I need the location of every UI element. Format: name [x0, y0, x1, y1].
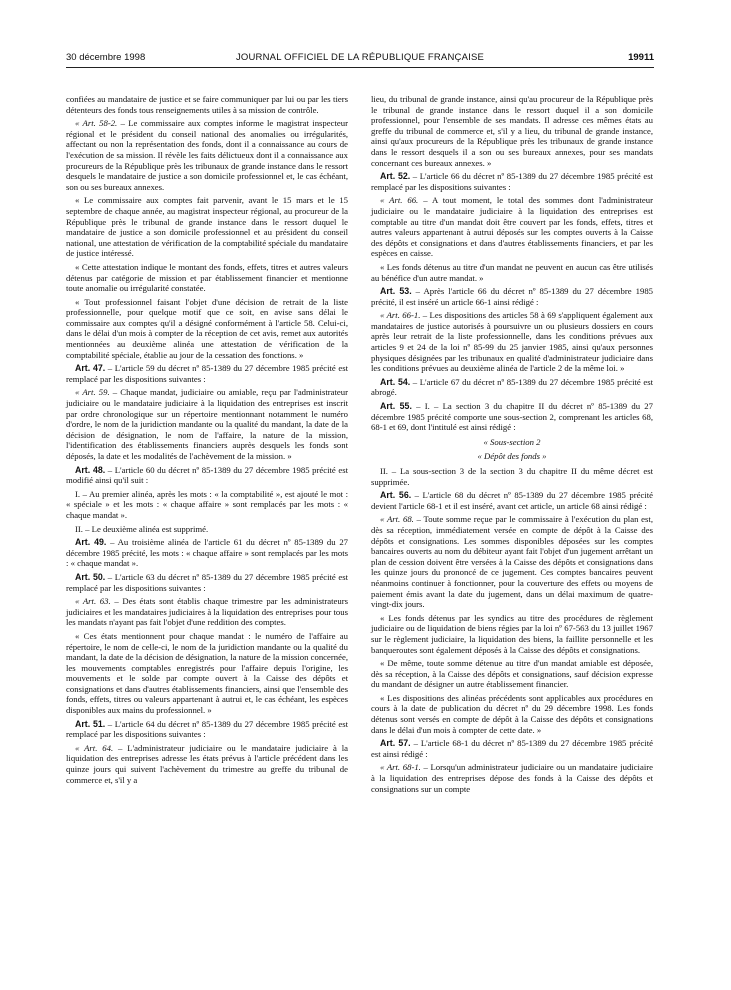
header-date: 30 décembre 1998: [66, 52, 146, 63]
paragraph: lieu, du tribunal de grande instance, ainsi qu'au procureur de la République près le tribunal de grande instance dans le ressort duquel il a son domicile professionnel, pour l'ensemble de ses mandats. Il adresse ces mêmes états au greffe du tribunal de commerce et, s'il y a lieu, du tribunal de grande instance, ainsi qu'aux procureurs de la République près les tribunaux de grande instance dans le ressort desquels il a son ou ses bureaux annexes, pour ses mandats concernant ces bureaux annexes. »: [371, 94, 653, 168]
header-rule: [66, 67, 654, 68]
page-header: [66, 52, 654, 66]
article-ref: « Art. 64.: [75, 742, 114, 753]
article-ref: « Art. 59.: [75, 387, 110, 398]
article-ref: « Art. 68-1.: [380, 762, 421, 773]
article-label: Art. 47.: [75, 363, 106, 374]
paragraph: « Art. 66. – A tout moment, le total des sommes dont l'administrateur judiciaire ou le mandataire judiciaire à la liquidation des entreprises est comptable au titre d'un mandat doit être couvert par les fonds, effets, titres et autres valeurs appartenant à autrui déposés sur les comptes ouverts à la Caisse des dépôts et consignations et dans d'autres établissements financiers, et par les espèces en caisse.: [371, 195, 653, 259]
paragraph: II. – La sous-section 3 de la section 3 du chapitre II du même décret est supprimée.: [371, 466, 653, 487]
article-paragraph: Art. 52. – L'article 66 du décret nº 85-1389 du 27 décembre 1985 précité est remplacé par les dispositions suivantes :: [371, 171, 653, 192]
article-paragraph: Art. 47. – L'article 59 du décret nº 85-1389 du 27 décembre 1985 précité est remplacé par les dispositions suivantes :: [66, 363, 348, 384]
paragraph: « Le commissaire aux comptes fait parvenir, avant le 15 mars et le 15 septembre de chaque année, au magistrat inspecteur régional, au procureur de la République près le tribunal de grande instance dans le ressort duquel le mandataire de justice a son domicile professionnel et au président du conseil national, une attestation de vérification de la comptabilité spéciale du mandataire de justice intéressé.: [66, 195, 348, 259]
paragraph: « Tout professionnel faisant l'objet d'une décision de retrait de la liste professionnelle, pour quelque motif que ce soit, en avise sans délai le commissaire aux comptes qu'il a désigné conformément à l'article 58. Celui-ci, dans le délai d'un mois à compter de la réception de cet avis, remet aux autorités mentionnées au deuxième alinéa une attestation de vérification de la comptabilité spéciale, établie au jour de la cessation des fonctions. »: [66, 296, 348, 360]
header-journal-title: JOURNAL OFFICIEL DE LA RÉPUBLIQUE FRANÇAISE: [235, 52, 485, 63]
article-ref: « Art. 58-2.: [75, 118, 118, 129]
paragraph: II. – Le deuxième alinéa est supprimé.: [75, 523, 209, 534]
article-ref: « Art. 66-1.: [380, 310, 421, 321]
paragraph: I. – Au premier alinéa, après les mots : « la comptabilité », est ajouté le mot : « spéciale » et les mots : « chaque affaire » sont remplacés par les mots : « chaque mandat ».: [66, 488, 348, 520]
article-label: Art. 56.: [380, 490, 412, 501]
article-paragraph: Art. 49. – Au troisième alinéa de l'article 61 du décret nº 85-1389 du 27 décembre 1985 précité, les mots : « chaque affaire » sont remplacés par les mots : « chaque mandat ».: [66, 537, 349, 569]
paragraph: « Art. 59. – Chaque mandat, judiciaire ou amiable, reçu par l'administrateur judiciaire ou le mandataire judiciaire à la liquidation des entreprises est inscrit par ordre chronologique sur un répertoire mentionnant notamment le numéro d'ordre, le nom de la juridiction mandante ou la qualité du mandant, la date de la décision de désignation, le nom de l'affaire, la nature de la mission, l'identification des établissements financiers auprès desquels les fonds sont déposés, la date et les modalités de l'achèvement de la mission. »: [66, 387, 349, 461]
article-paragraph: Art. 54. – L'article 67 du décret nº 85-1389 du 27 décembre 1985 précité est abrogé.: [371, 376, 653, 398]
article-paragraph: Art. 50. – L'article 63 du décret nº 85-1389 du 27 décembre 1985 précité est remplacé par les dispositions suivantes :: [66, 571, 348, 593]
article-ref: « Art. 63.: [75, 596, 111, 607]
paragraph: « Art. 58-2. – Le commissaire aux comptes informe le magistrat inspecteur régional et le président du conseil national des anomalies ou irrégularités, affectant ou non la représentation des fonds, dont il a connaissance au cours de l'exécution de sa mission. Il révèle les faits délictueux dont il a connaissance aux procureurs de la République près les tribunaux de grande instance dans le ressort desquels le mandataire de justice a son domicile professionnel et, le cas échéant, son ou ses bureaux annexes.: [66, 118, 348, 192]
paragraph: « Cette attestation indique le montant des fonds, effets, titres et autres valeurs détenus par catégorie de mission et par établissement financier et mentionne toute anomalie ou irrégularité constatée.: [66, 261, 348, 294]
article-label: Art. 55.: [380, 401, 412, 412]
paragraph: « Les dispositions des alinéas précédents sont applicables aux procédures en cours à la date de publication du décret nº du 29 décembre 1998. Les fonds détenus sont versés en compte de dépôt à la Caisse des dépôts et consignations dans le délai d'un mois à compter de cette date. »: [371, 692, 653, 735]
article-paragraph: Art. 53. – Après l'article 66 du décret nº 85-1389 du 27 décembre 1985 précité, il est inséré un article 66-1 ainsi rédigé :: [371, 286, 654, 307]
article-label: Art. 51.: [75, 718, 106, 729]
subsection-heading: « Sous-section 2: [483, 436, 541, 447]
paragraph: « Les fonds détenus par les syndics au titre des procédures de règlement judiciaire ou de liquidation de biens régies par la loi nº 67-563 du 13 juillet 1967 sur le règlement judiciaire, la liquidation des biens, la faillite personnelle et les banqueroutes sont également déposés à la Caisse des dépôts et consignations.: [371, 612, 653, 655]
paragraph: « Art. 63. – Des états sont établis chaque trimestre par les administrateurs judiciaires et les mandataires judiciaires à la liquidation des entreprises pour tous les mandats n'ayant pas fait l'objet d'une reddition des comptes.: [66, 596, 348, 628]
article-label: Art. 52.: [380, 171, 411, 182]
article-label: Art. 54.: [380, 376, 411, 387]
article-ref: « Art. 66.: [380, 195, 419, 206]
article-label: Art. 57.: [380, 738, 411, 749]
paragraph: « Art. 68-1. – Lorsqu'un administrateur judiciaire ou un mandataire judiciaire à la liquidation des entreprises dépose des fonds à la Caisse des dépôts et consignations sur un compte: [371, 762, 653, 794]
article-label: Art. 48.: [75, 464, 106, 475]
paragraph: confiées au mandataire de justice et se faire communiquer par lui ou par les tiers détenteurs des fonds tous renseignements utiles à sa mission de contrôle.: [66, 94, 348, 115]
paragraph: « Art. 66-1. – Les dispositions des articles 58 à 69 s'appliquent également aux mandataires de justice autorisés à poursuivre un ou plusieurs dossiers en cours après leur retrait de la liste professionnelle, dans les conditions prévues aux articles 9 et 24 de la loi nº 85-99 du 25 janvier 1985, ainsi qu'aux personnes physiques désignées par les tribunaux en qualité d'administrateur judiciaire dans les conditions prévues au deuxième alinéa de l'article 2 de la même loi. »: [371, 310, 653, 374]
right-column: [371, 94, 653, 797]
article-ref: « Art. 68.: [380, 514, 414, 525]
article-paragraph: Art. 56. – L'article 68 du décret nº 85-1389 du 27 décembre 1985 précité devient l'article 68-1 et il est inséré, avant cet article, un article 68 ainsi rédigé :: [371, 490, 653, 511]
article-paragraph: Art. 55. – I. – La section 3 du chapitre II du décret nº 85-1389 du 27 décembre 1985 précité comporte une sous-section 2, comprenant les articles 68, 68-1 et 69, dont l'intitulé est ainsi rédigé :: [371, 401, 653, 433]
article-paragraph: Art. 51. – L'article 64 du décret nº 85-1389 du 27 décembre 1985 précité est remplacé par les dispositions suivantes :: [66, 718, 348, 740]
article-label: Art. 50.: [75, 571, 106, 582]
header-page-number: 19911: [628, 52, 654, 63]
left-column: [66, 94, 348, 788]
paragraph: « Art. 64. – L'administrateur judiciaire ou le mandataire judiciaire à la liquidation des entreprises adresse les états prévus à l'article précédent dans les quinze jours qui suivent l'achèvement du trimestre au greffe du tribunal de commerce et, s'il y a: [66, 742, 348, 785]
article-paragraph: Art. 48. – L'article 60 du décret nº 85-1389 du 27 décembre 1985 précité est modifié ainsi qu'il suit :: [66, 464, 348, 486]
paragraph: « Art. 68. – Toute somme reçue par le commissaire à l'exécution du plan est, dès sa réception, immédiatement versée en compte de dépôt à la Caisse des dépôts et consignations. Les sommes disponibles déposées sur les comptes bancaires ouverts au nom du débiteur ayant fait l'objet d'un jugement arrêtant un plan de cession doivent être versées à la Caisse des dépôts et consignations dans les quinze jours du prononcé de ce jugement. Ces comptes bancaires peuvent néanmoins continuer à fonctionner, pour la couverture des effets ou moyens de paiement émis avant la date du jugement, dans un délai maximum de quatre-vingt-dix jours.: [371, 514, 653, 610]
article-label: Art. 49.: [75, 537, 107, 548]
subsection-title: « Dépôt des fonds »: [477, 451, 547, 462]
paragraph: « Les fonds détenus au titre d'un mandat ne peuvent en aucun cas être utilisés au bénéfice d'un autre mandat. »: [371, 261, 653, 283]
article-paragraph: Art. 57. – L'article 68-1 du décret nº 85-1389 du 27 décembre 1985 précité est ainsi rédigé :: [371, 738, 653, 759]
paragraph: « Ces états mentionnent pour chaque mandat : le numéro de l'affaire au répertoire, le nom de celle-ci, le nom de la juridiction mandante ou la qualité du mandant, la date de la décision de désignation, la nature de la mission concernée, les mouvements comptables enregistrés pour l'affaire depuis l'origine, les mouvements et le solde par compte ouvert à la Caisse des dépôts et consignations et dans d'autres établissements financiers, ainsi que l'ensemble des fonds, effets, titres ou valeurs appartenant à autrui et, le cas échéant, les espèces disponibles aux mains du professionnel. »: [66, 630, 348, 716]
article-label: Art. 53.: [380, 286, 412, 297]
paragraph: « De même, toute somme détenue au titre d'un mandat amiable est déposée, dès sa réception, à la Caisse des dépôts et consignations, sauf décision expresse du mandant de désigner un autre établissement financier.: [371, 658, 653, 690]
